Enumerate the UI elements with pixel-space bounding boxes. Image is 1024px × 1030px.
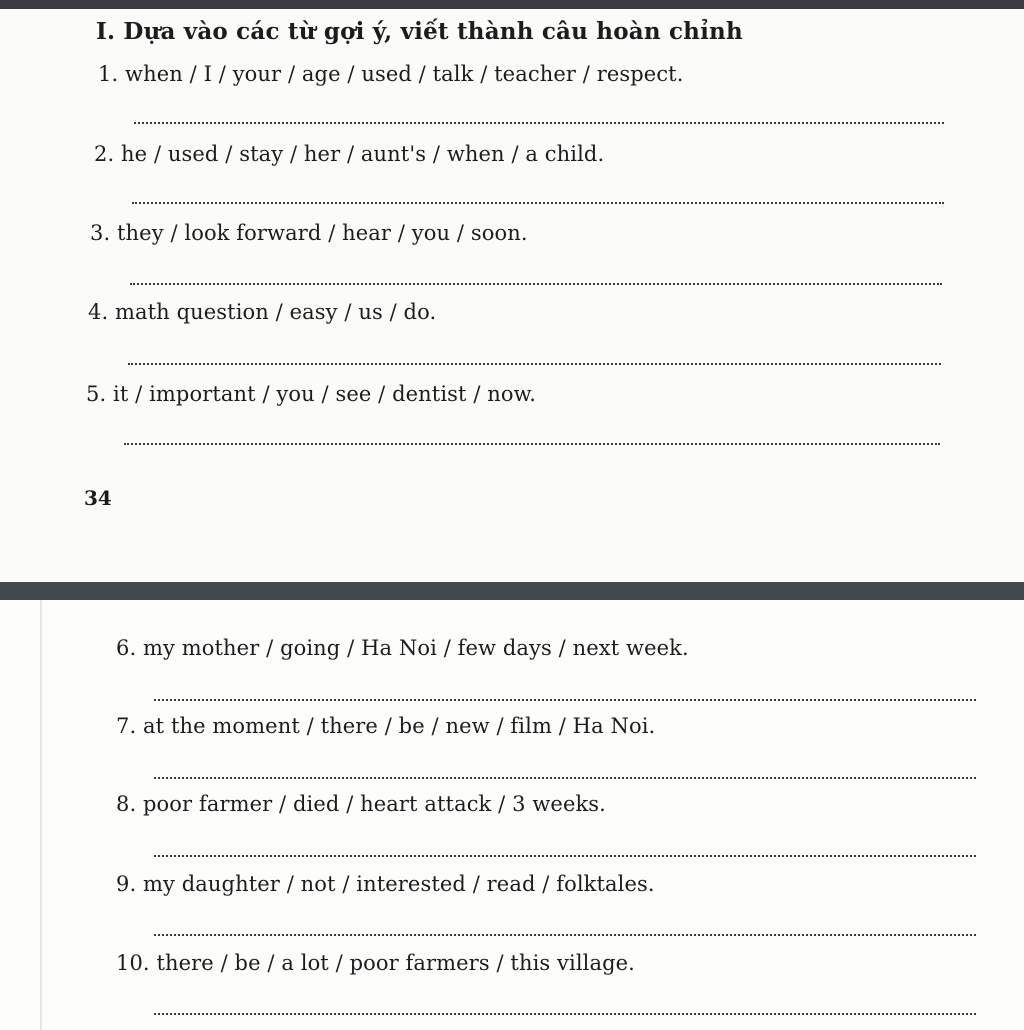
page-separator (0, 582, 1024, 600)
answer-line-5[interactable] (124, 443, 940, 445)
worksheet-page-35 (0, 600, 1024, 1030)
page-number: 34 (84, 486, 112, 510)
answer-line-8[interactable] (154, 855, 976, 857)
answer-line-4[interactable] (128, 363, 941, 365)
question-8: 8. poor farmer / died / heart attack / 3 weeks. (116, 792, 606, 816)
question-1: 1. when / I / your / age / used / talk / teacher / respect. (98, 62, 684, 86)
viewer-top-edge (0, 0, 1024, 9)
question-5: 5. it / important / you / see / dentist / now. (86, 382, 537, 406)
question-10: 10. there / be / a lot / poor farmers / this village. (116, 951, 635, 975)
answer-line-3[interactable] (130, 283, 942, 285)
question-6: 6. my mother / going / Ha Noi / few days / next week. (116, 636, 689, 660)
question-7: 7. at the moment / there / be / new / film / Ha Noi. (116, 714, 656, 738)
question-2: 2. he / used / stay / her / aunt's / when / a child. (94, 142, 605, 166)
answer-line-2[interactable] (132, 202, 944, 204)
answer-line-10[interactable] (154, 1013, 976, 1015)
answer-line-9[interactable] (154, 934, 976, 936)
question-3: 3. they / look forward / hear / you / soon. (90, 221, 528, 245)
question-4: 4. math question / easy / us / do. (88, 300, 437, 324)
answer-line-1[interactable] (134, 122, 944, 124)
answer-line-7[interactable] (154, 777, 976, 779)
answer-line-6[interactable] (154, 699, 976, 701)
exercise-heading: I. Dựa vào các từ gợi ý, viết thành câu hoàn chỉnh (96, 18, 743, 45)
scan-margin-line (40, 600, 42, 1030)
question-9: 9. my daughter / not / interested / read / folktales. (116, 872, 655, 896)
